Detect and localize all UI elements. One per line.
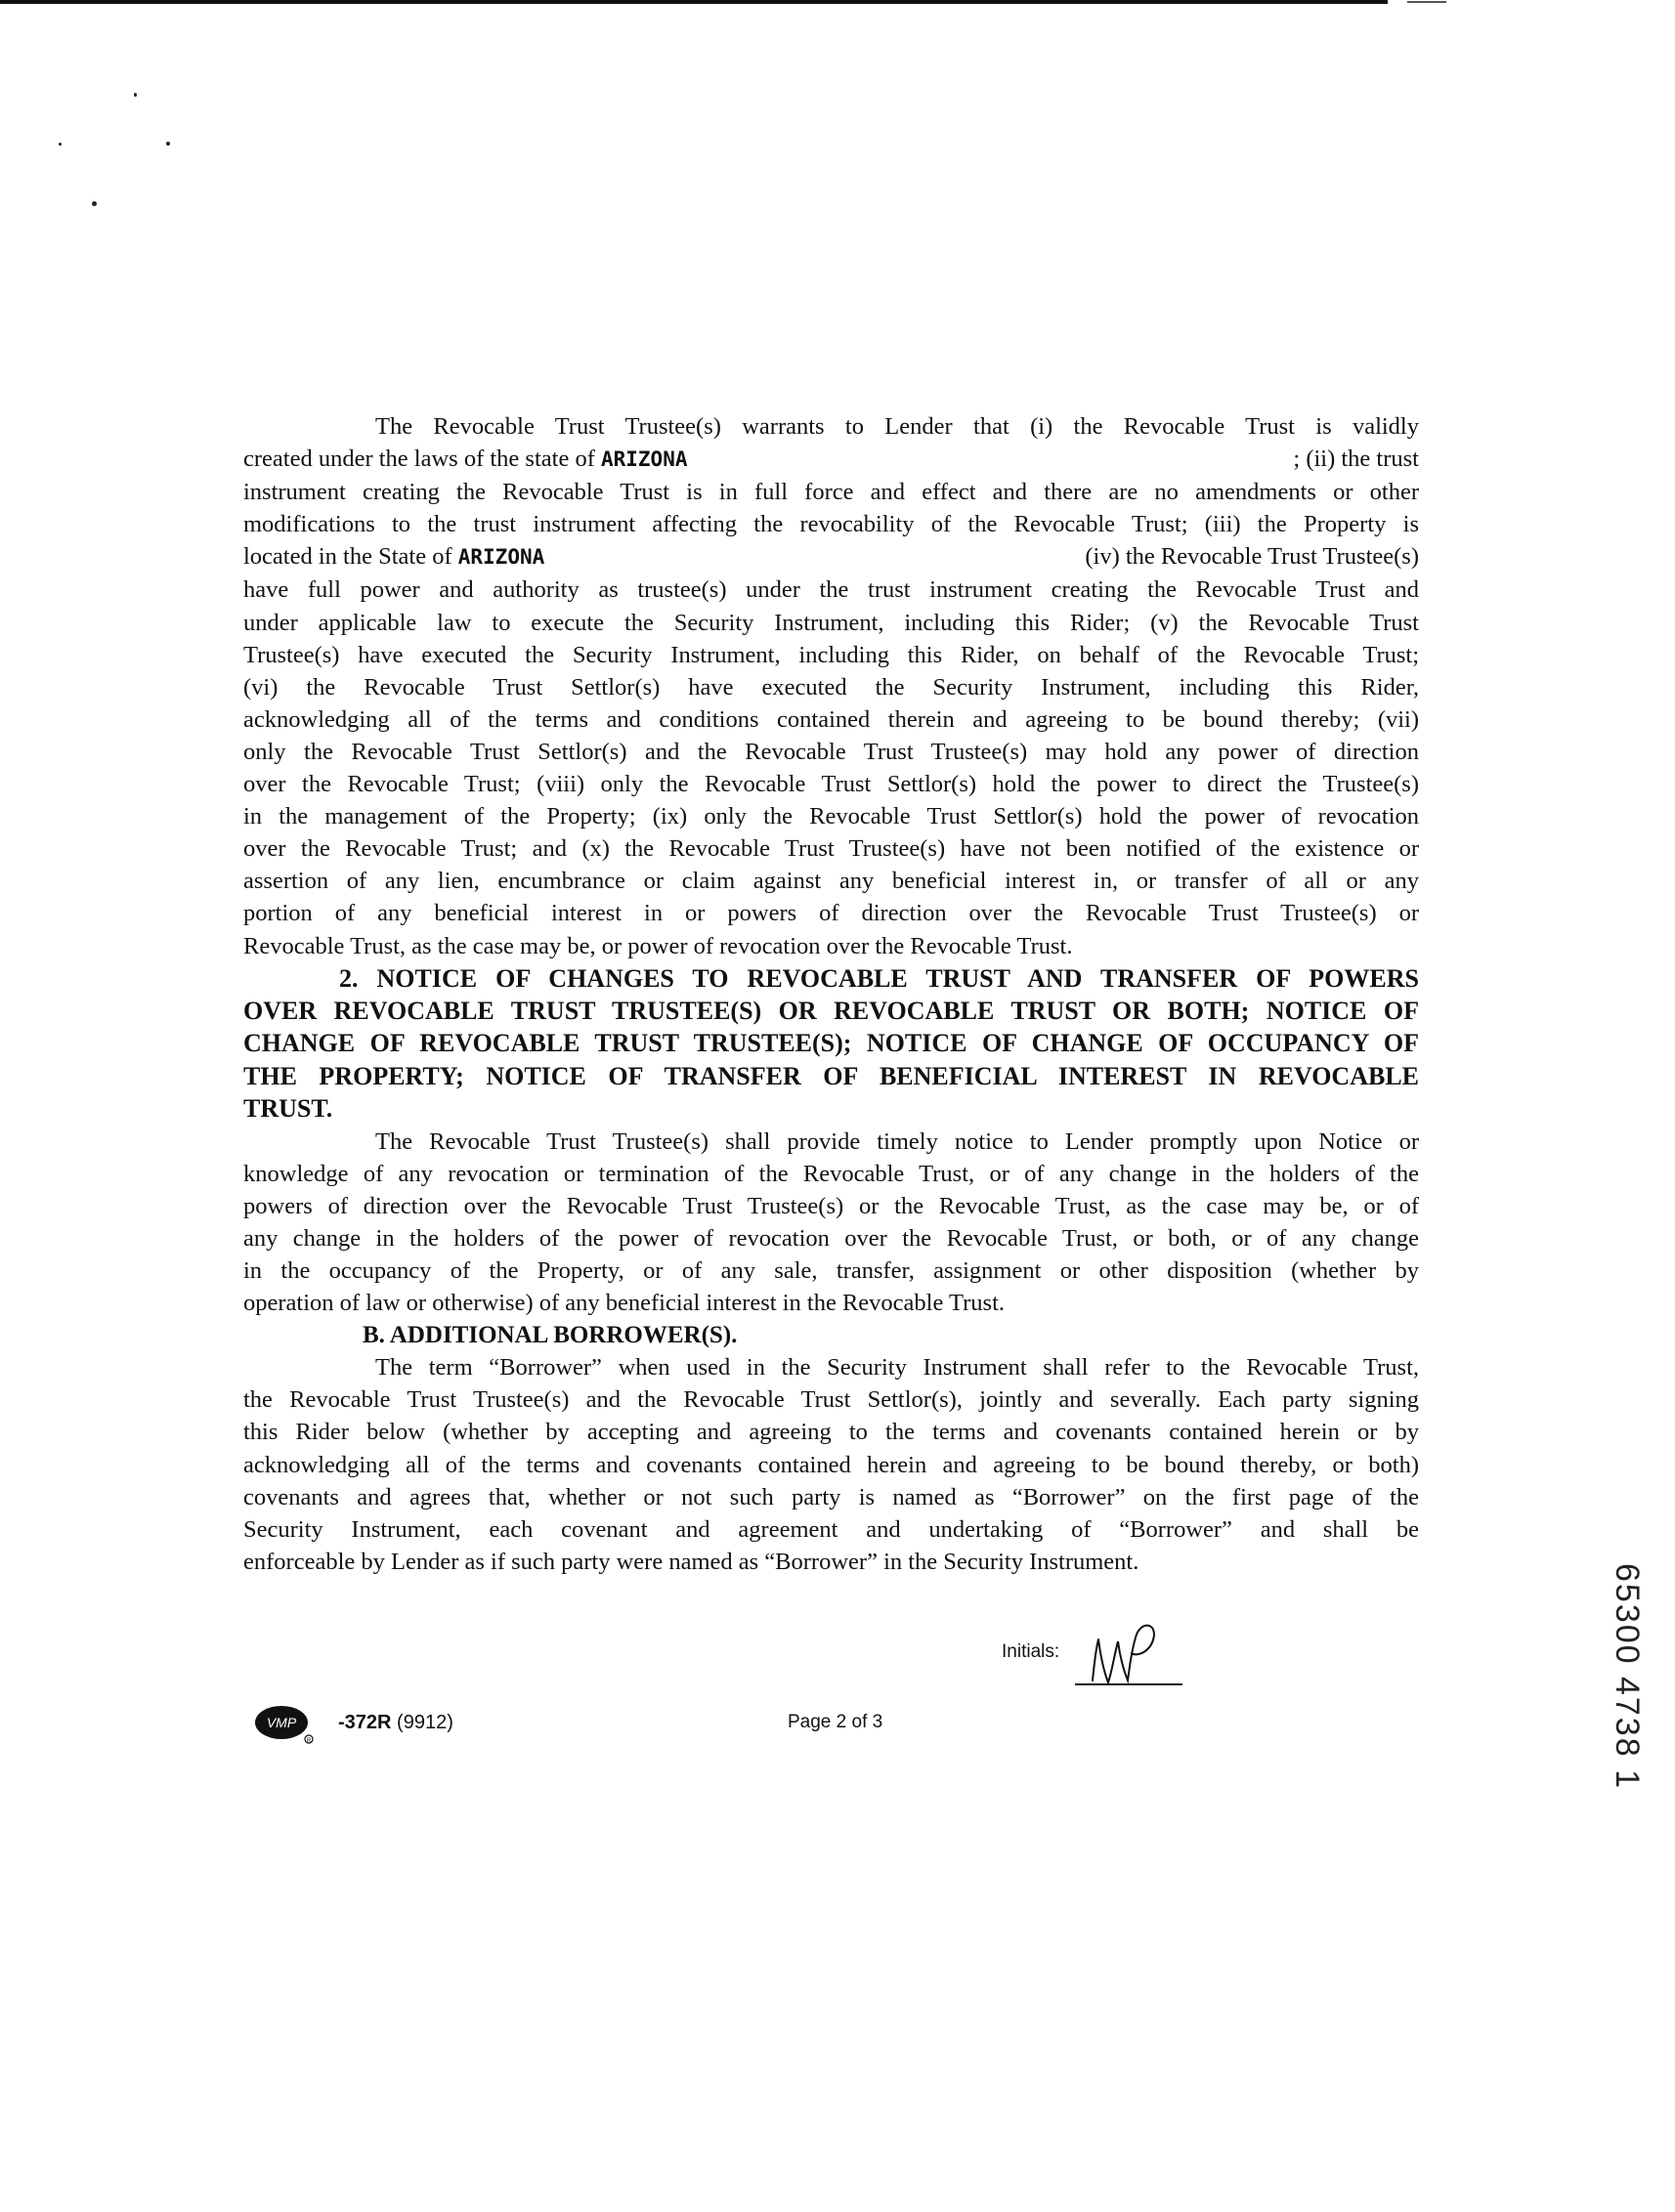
notice-paragraph [243, 1126, 1419, 1320]
text-line: only the Revocable Trust Settlor(s) and the Revocable Trust Trustee(s) may hold any power of direction [243, 738, 1419, 765]
scan-speck [59, 143, 62, 146]
heading-line: TRUST. [243, 1094, 333, 1124]
section-2-heading [243, 962, 1419, 1126]
text-line: instrument creating the Revocable Trust is in full force and effect and there are no amendments or other [243, 479, 1419, 506]
text-line: powers of direction over the Revocable Trust Trustee(s) or the Revocable Trust, as the case may be, or of [243, 1192, 1419, 1219]
form-code: -372R [338, 1712, 392, 1733]
text-fragment: created under the laws of the state of [243, 446, 601, 473]
text-fragment: ; (ii) the trust [1293, 446, 1419, 473]
heading-line: 2. NOTICE OF CHANGES TO REVOCABLE TRUST AND TRANSFER OF POWERS [339, 963, 1419, 993]
vmp-logo [252, 1704, 317, 1745]
text-line: acknowledging all of the terms and conditions contained therein and agreeing to be bound thereby; (vii) [243, 705, 1419, 733]
text-line [243, 540, 1419, 574]
text-line: The term “Borrower” when used in the Security Instrument shall refer to the Revocable Trust, [375, 1354, 1419, 1382]
warranty-paragraph [243, 410, 1419, 962]
text-line: over the Revocable Trust; (viii) only the Revocable Trust Settlor(s) hold the power to direct the Trustee(s) [243, 771, 1419, 798]
recording-number-stamp: 65300 4738 1 [1609, 1563, 1646, 1790]
scan-speck [92, 201, 97, 206]
text-line: in the management of the Property; (ix) only the Revocable Trust Settlor(s) hold the power of revocation [243, 803, 1419, 830]
section-b-heading: B. ADDITIONAL BORROWER(S). [363, 1322, 738, 1349]
scan-top-border [0, 0, 1388, 4]
text-line: The Revocable Trust Trustee(s) shall provide timely notice to Lender promptly upon Notice or [375, 1127, 1419, 1155]
text-line: The Revocable Trust Trustee(s) warrants to Lender that (i) the Revocable Trust is validly [375, 413, 1419, 440]
scan-speck [134, 93, 137, 97]
heading-line: CHANGE OF REVOCABLE TRUST TRUSTEE(S); NOTICE OF CHANGE OF OCCUPANCY OF [243, 1029, 1419, 1058]
text-line: have full power and authority as trustee(s) under the trust instrument creating the Revocable Trust and [243, 576, 1419, 604]
state-name-field: ARIZONA [457, 545, 545, 570]
heading-line: OVER REVOCABLE TRUST TRUSTEE(S) OR REVOCABLE TRUST OR BOTH; NOTICE OF [243, 997, 1419, 1025]
text-fragment: (iv) the Revocable Trust Trustee(s) [1085, 543, 1419, 571]
text-line [243, 443, 1419, 476]
text-line: operation of law or otherwise) of any beneficial interest in the Revocable Trust. [243, 1290, 1006, 1317]
additional-borrower-paragraph [243, 1351, 1419, 1578]
text-line: (vi) the Revocable Trust Settlor(s) have executed the Security Instrument, including this Rider, [243, 673, 1419, 701]
text-line: in the occupancy of the Property, or of any sale, transfer, assignment or other disposition (whether by [243, 1257, 1419, 1284]
vmp-logo-text: VMP [266, 1715, 297, 1730]
form-version: (9912) [397, 1712, 453, 1733]
state-name-field: ARIZONA [600, 447, 688, 472]
text-line: covenants and agrees that, whether or not such party is named as “Borrower” on the first page of the [243, 1483, 1419, 1510]
text-line: over the Revocable Trust; and (x) the Revocable Trust Trustee(s) have not been notified of the existence or [243, 835, 1419, 863]
page-number: Page 2 of 3 [788, 1712, 883, 1732]
text-line: knowledge of any revocation or termination of the Revocable Trust, or of any change in the holders of the [243, 1160, 1419, 1187]
text-line: assertion of any lien, encumbrance or claim against any beneficial interest in, or transfer of all or any [243, 868, 1419, 895]
text-line: portion of any beneficial interest in or powers of direction over the Revocable Trust Trustee(s) or [243, 900, 1419, 927]
text-line: Trustee(s) have executed the Security Instrument, including this Rider, on behalf of the Revocable Trust; [243, 641, 1419, 668]
heading-line: THE PROPERTY; NOTICE OF TRANSFER OF BENEFICIAL INTEREST IN REVOCABLE [243, 1061, 1419, 1090]
form-number [338, 1712, 453, 1734]
text-line: the Revocable Trust Trustee(s) and the Revocable Trust Settlor(s), jointly and severally. Each party signing [243, 1386, 1419, 1414]
text-fragment: located in the State of [243, 543, 458, 571]
text-line: this Rider below (whether by accepting and agreeing to the terms and covenants contained herein or by [243, 1419, 1419, 1446]
text-line: any change in the holders of the power of revocation over the Revocable Trust, or both, or of any change [243, 1224, 1419, 1252]
svg-text:R: R [306, 1738, 312, 1744]
initials-label: Initials: [1002, 1641, 1060, 1662]
scan-top-border-fragment [1407, 1, 1446, 3]
text-line: Security Instrument, each covenant and agreement and undertaking of “Borrower” and shall be [243, 1515, 1419, 1543]
scan-speck [166, 142, 170, 146]
text-line: enforceable by Lender as if such party were named as “Borrower” in the Security Instrument. [243, 1548, 1139, 1575]
rider-body [243, 410, 1419, 1578]
text-line: acknowledging all of the terms and covenants contained herein and agreeing to be bound thereby, or both) [243, 1451, 1419, 1478]
text-line: modifications to the trust instrument affecting the revocability of the Revocable Trust; (iii) the Property is [243, 511, 1419, 538]
initials-signature [1085, 1612, 1192, 1690]
text-line: Revocable Trust, as the case may be, or power of revocation over the Revocable Trust. [243, 932, 1073, 959]
text-line: under applicable law to execute the Security Instrument, including this Rider; (v) the Revocable Trust [243, 609, 1419, 636]
